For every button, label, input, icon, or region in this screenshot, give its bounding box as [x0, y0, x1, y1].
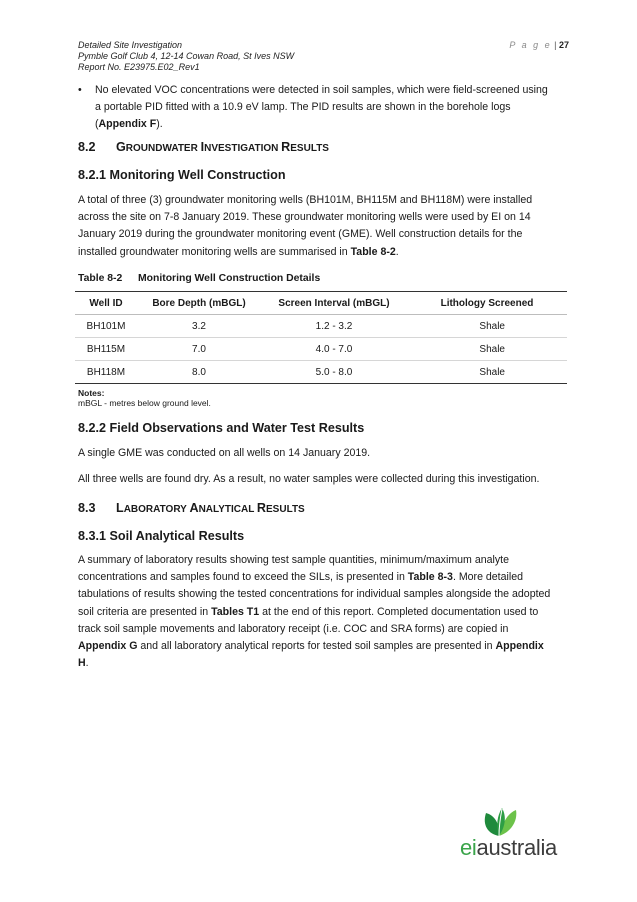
column-header: Well ID [75, 292, 137, 315]
section-heading-8-2-2: 8.2.2 Field Observations and Water Test Results [78, 421, 365, 435]
soil-results-paragraph: A summary of laboratory results showing test sample quantities, minimum/maximum analyte concentrations and samples found to exceed the SILs, is presented in Table 8-3. More detailed tabulations of results showing the tested concentrations for individual samples alongside the adopted soil criteria are presented in Tables T1 at the end of this report. Completed documentation used to track soil sample movements and laboratory receipt (i.e. COC and SRA forms) are copied in Appendix G and all laboratory analytical reports for tested soil samples are presented in Appendix H. [78, 554, 551, 670]
table-cell: Shale [407, 315, 567, 338]
table-cell: 4.0 - 7.0 [261, 338, 407, 361]
logo-wordmark [460, 835, 557, 861]
column-header: Screen Interval (mBGL) [261, 292, 407, 315]
section-heading-8-2: 8.2 GROUNDWATER INVESTIGATION RESULTS [78, 140, 329, 154]
column-header: Lithology Screened [407, 292, 567, 315]
header-report-number: Report No. E23975.E02_Rev1 [78, 62, 200, 72]
table-cell: BH118M [75, 361, 137, 384]
notes-text: mBGL - metres below ground level. [78, 398, 211, 408]
logo-prefix: ei [460, 835, 477, 860]
bullet-line: No elevated VOC concentrations were detected in soil samples, which were field-screened using [95, 84, 548, 96]
column-header: Bore Depth (mBGL) [137, 292, 261, 315]
eiaustralia-logo [460, 807, 570, 863]
table-cell: 8.0 [137, 361, 261, 384]
table-caption-title: Monitoring Well Construction Details [138, 273, 321, 284]
table-notes [78, 388, 211, 408]
appendix-f-ref: Appendix F [98, 118, 157, 131]
table-caption-number: Table 8-2 [78, 273, 123, 284]
tables-t1-ref: Tables T1 [211, 605, 260, 618]
section-number: 8.2 [78, 140, 96, 154]
table-caption [78, 273, 320, 284]
bullet-line: a portable PID fitted with a 10.9 eV lamp. The PID results are shown in the borehole logs [95, 101, 511, 114]
bullet-item [78, 82, 568, 134]
leaf-icon [480, 807, 518, 837]
section-heading-8-3-1: 8.3.1 Soil Analytical Results [78, 529, 245, 543]
table-cell: 5.0 - 8.0 [261, 361, 407, 384]
page-label: P a g e [509, 40, 552, 50]
table-8-3-ref: Table 8-3 [407, 571, 453, 584]
section-heading-8-3: 8.3 LABORATORY ANALYTICAL RESULTS [78, 501, 305, 515]
header-block [78, 40, 294, 73]
table-8-2-ref: Table 8-2 [350, 245, 396, 258]
page-separator: | [554, 40, 557, 50]
well-construction-paragraph: A total of three (3) groundwater monitoring wells (BH101M, BH115M and BH118M) were installed across the site on 7-8 January 2019. These groundwater monitoring wells were used by EI on 14 January 2019 during the groundwater monitoring event (GME). Well construction details for the installed groundwater monitoring wells are summarised in Table 8-2. [78, 194, 533, 258]
bullet-symbol: • [78, 84, 82, 96]
page-number: 27 [558, 40, 569, 50]
table-cell: BH101M [75, 315, 137, 338]
table-cell: BH115M [75, 338, 137, 361]
page-number-block [509, 40, 569, 50]
well-construction-table [75, 291, 567, 384]
gme-paragraph: A single GME was conducted on all wells on 14 January 2019. [78, 447, 371, 459]
table-header-row [75, 292, 567, 315]
table-cell: Shale [407, 361, 567, 384]
table-cell: 1.2 - 3.2 [261, 315, 407, 338]
appendix-g-ref: Appendix G [78, 640, 138, 653]
dry-wells-paragraph: All three wells are found dry. As a result, no water samples were collected during this investigation. [78, 473, 540, 485]
logo-suffix: australia [476, 835, 557, 860]
section-heading-8-2-1: 8.2.1 Monitoring Well Construction [78, 168, 286, 182]
table-cell: 3.2 [137, 315, 261, 338]
bullet-line: (Appendix F). [95, 118, 163, 131]
table-row [75, 338, 567, 361]
table-cell: 7.0 [137, 338, 261, 361]
header-site-address: Pymble Golf Club 4, 12-14 Cowan Road, St Ives NSW [78, 51, 295, 61]
header-report-title: Detailed Site Investigation [78, 40, 183, 50]
notes-heading: Notes: [78, 388, 105, 398]
section-number: 8.3 [78, 501, 96, 515]
table-row [75, 361, 567, 384]
table-cell: Shale [407, 338, 567, 361]
appendix-h-ref: Appendix [495, 640, 544, 653]
table-row [75, 315, 567, 338]
